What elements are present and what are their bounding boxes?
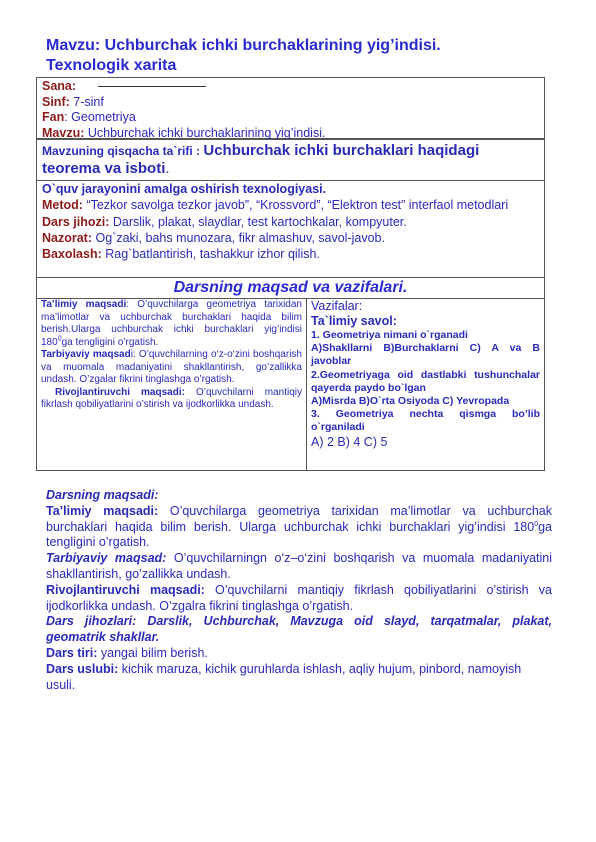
tasks-column [307,299,544,470]
lesson-goals-summary [46,488,552,693]
summary-uslubi-text: kichik maruza, kichik guruhlarda ishlash, aqliy hujum, pinbord, namoyish usuli. [46,661,522,692]
metod-value: “Tezkor savolga tezkor javob”, “Krossvord”, “Elektron test” interfaol metodlari [82,198,509,213]
question-1-answers: A)Shakllarni B)Burchaklarni C) A va B javoblar [311,342,540,368]
baxolash-label: Baxolash: [42,247,102,262]
jihoz-row [42,214,539,230]
tasks-heading: Vazifalar: [311,299,363,313]
baxolash-row [42,246,539,262]
nazorat-label: Nazorat: [42,230,93,245]
title-line-1: Mavzu: Uchburchak ichki burchaklarining yig’indisi. [46,37,441,54]
topic-summary-box [36,139,545,181]
summary-talimiy [46,504,552,551]
fan-row [42,110,539,126]
title-line-2: Texnologik xarita [46,57,177,74]
goal-tarbiyaviy-text: i: O’quvchilarning o‘z-o‘zini boshqarish va muomala madaniyatini shakllantirish, go’zallikka undash. O’zgalar fikrini tinglashga o’rgatish. [41,349,302,385]
lesson-info-box [36,77,545,139]
summary-uslubi [46,662,552,694]
fan-value: : Geometriya [64,110,136,124]
nazorat-row [42,230,539,246]
tasks-subheading: Ta`limiy savol: [311,314,397,328]
summary-tarbiyaviy [46,551,552,583]
goal-talimiy-text-a: : O’quvchilarga geometriya tarixidan ma’limotlar va uchburchak burchaklari haqida bilim berish.Ularga uchburchak ichki burchaklari yig’indisi 180 [41,299,302,348]
baxolash-value: Rag`batlantirish, tashakkur izhor qilish. [101,247,320,262]
summary-tiri-text: yangai bilim berish. [97,645,208,660]
question-3: 3. Geometriya nechta qismga bo’lib o`rganiladi [311,408,540,434]
question-1: 1. Geometriya nimani o`rganadi [311,329,468,341]
goal-talimiy-text-b: ga tengligini o’rgatish. [61,336,159,348]
mavzu-label: Mavzu: [42,125,85,140]
sinf-value: 7-sinf [69,94,104,109]
summary-rivoj [46,583,552,615]
summary-tiri [46,646,552,662]
goal-rivoj-text: O’quvchilarni mantiqiy fikrlash qobiliyatlarini o’stirish va ijodkorlikka undash. [41,386,302,410]
topic-summary-dot: . [165,160,170,177]
summary-tarbiyaviy-label: Tarbiyaviy maqsad: [46,551,167,566]
section-heading: Darsning maqsad va vazifalari. [36,277,545,299]
metod-label: Metod: [42,198,83,213]
sinf-row [42,95,539,111]
sinf-label: Sinf: [42,94,70,109]
summary-jihoz-label: Dars jihozlari [46,614,133,629]
summary-talimiy-text-a: O’quvchilarga geometriya tarixidan ma’limotlar va uchburchak burchaklari haqida bilim berish. Ularga uchburchak ichki burchaklari yig’indisi 180 [46,503,552,534]
technology-box [36,180,545,278]
document-title [46,36,566,76]
goal-rivoj [41,387,302,412]
goal-tarbiyaviy [41,349,302,387]
topic-summary-label: Mavzuning qisqacha ta`rifi : [42,144,204,158]
goal-talimiy [41,299,302,349]
summary-tarbiyaviy-text: O’quvchilarningn o‘z–o‘zini boshqarish va muomala madaniyatini shakllantirish, go’zallikka undash. [46,551,552,581]
jihoz-value: Darslik, plakat, slaydlar, test kartochkalar, kompyuter. [109,214,407,229]
summary-rivoj-label: Rivojlantiruvchi maqsadi: [46,582,205,597]
summary-jihoz-text: : Darslik, Uchburchak, Mavzuga oid slayd, tarqatmalar, plakat, geomatrik shakllar. [46,614,552,645]
degree-sup: 0 [57,335,62,343]
question-2-answers: A)Misrda B)O`rta Osiyoda C) Yevropada [311,395,510,408]
metod-row [42,197,539,213]
technology-heading: O`quv jarayonini amalga oshirish texnologiyasi. [42,182,327,196]
mavzu-value: Uchburchak ichki burchaklarining yig’indisi. [84,125,326,140]
goals-column [37,299,307,470]
sana-label: Sana: [42,79,77,93]
sana-blank-line [98,86,206,87]
jihoz-label: Dars jihozi: [42,214,110,229]
summary-rivoj-text: O’quvchilarni mantiqiy fikrlash qobiliyatlarini o’stirish va ijodkorlikka undash. O’zgalra fikrini tinglashga o’rgatish. [46,582,552,613]
summary-jihoz [46,614,552,646]
fan-label: Fan [42,110,65,124]
question-3-answers: A) 2 B) 4 C) 5 [311,434,388,449]
topic-summary-value: Uchburchak ichki burchaklari haqidagi teorema va isboti [42,142,480,177]
summary-uslubi-label: Dars uslubi: [46,661,119,676]
summary-talimiy-label: Ta’limiy maqsadi: [46,503,159,518]
goal-talimiy-label: Ta’limiy maqsadi [41,299,127,310]
goals-tasks-table [36,298,545,471]
goal-tarbiyaviy-label: Tarbiyaviy maqsad [41,349,131,360]
nazorat-value: Og`zaki, bahs munozara, fikr almashuv, savol-javob. [92,230,385,245]
summary-heading: Darsning maqsadi: [46,488,159,502]
question-2: 2.Geometriyaga oid dastlabki tushunchalar qayerda paydo bo`lgan [311,368,540,394]
summary-tiri-label: Dars tiri: [46,645,98,660]
goal-rivoj-label: Rivojlantiruvchi maqsadi: [55,386,185,398]
summary-talimiy-text-b: ga tengligini o’rgatish. [46,519,552,550]
summary-degree-sup: 0 [534,520,539,528]
sana-row [42,79,539,95]
